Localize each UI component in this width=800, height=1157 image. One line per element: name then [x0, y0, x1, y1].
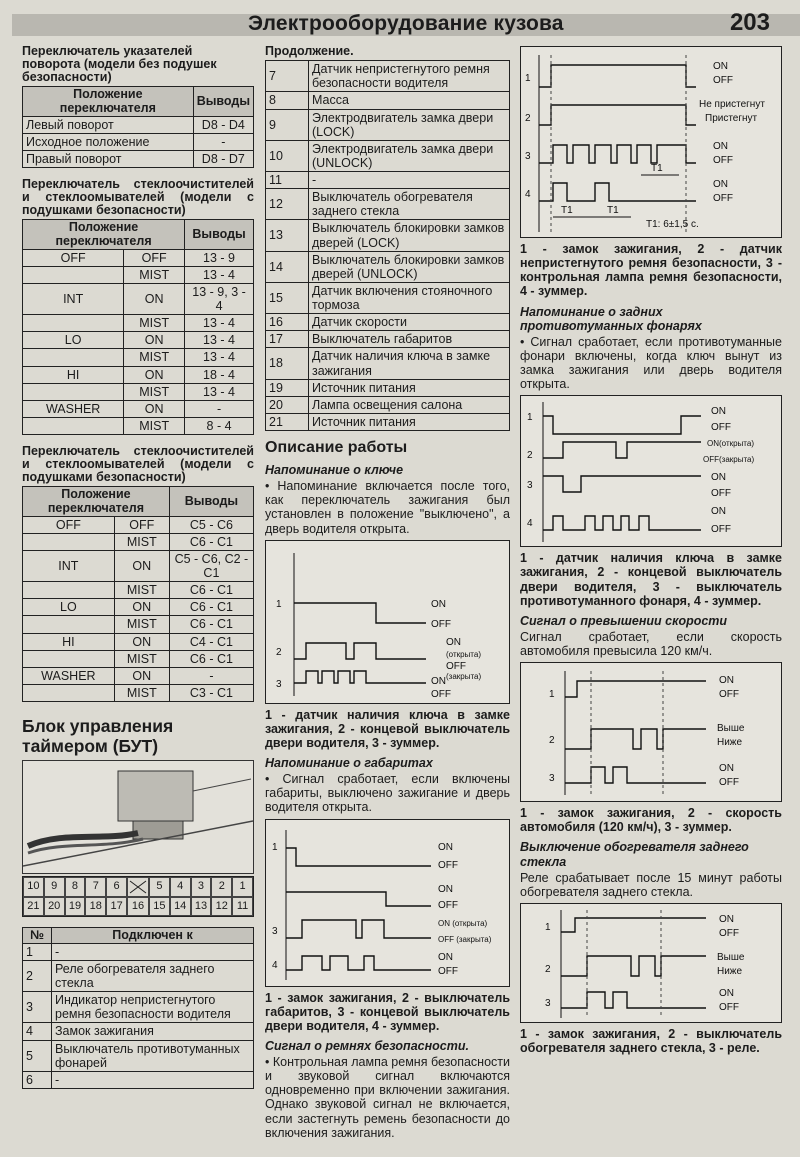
connector-pin: 2 [211, 877, 232, 897]
speed-warning-title: Сигнал о превышении скорости [520, 613, 728, 628]
svg-text:OFF: OFF [438, 859, 458, 871]
seatbelt-text: • Контрольная лампа ремня безопасности и звуковой сигнал включаются одновременно при включении зажигания. Однако звуковой сигнал не включается, если застегнуть ремень безопасности до включения зажигания. [265, 1055, 510, 1140]
svg-text:OFF: OFF [713, 193, 733, 204]
table-row: 7 Датчик непристегнутого ремня безопасности водителя [266, 61, 510, 92]
fog-reminder-diagram [520, 395, 782, 547]
table-row: HI ON C4 - C1 [23, 633, 254, 650]
table-row: 12 Выключатель обогревателя заднего стекла [266, 189, 510, 220]
svg-text:OFF: OFF [711, 524, 731, 536]
table-header: Выводы [193, 87, 253, 116]
svg-text:(закрыта): (закрыта) [446, 671, 482, 681]
connector-pin: 18 [85, 897, 106, 915]
connector-pin: 11 [232, 897, 253, 915]
table-row: MIST C6 - C1 [23, 582, 254, 599]
connector-pin: 13 [191, 897, 212, 915]
table-header: Положение переключателя [23, 487, 170, 516]
turn-switch-table [22, 86, 254, 168]
key-reminder-title: Напоминание о ключе [265, 463, 404, 478]
parking-light-diagram [265, 819, 510, 987]
svg-text:Выше: Выше [717, 723, 745, 735]
table-row: MIST C3 - C1 [23, 684, 254, 701]
table-row: 18 Датчик наличия ключа в замке зажигания [266, 348, 510, 379]
svg-text:T1: T1 [651, 163, 663, 174]
header-title: Электрооборудование кузова [248, 12, 564, 35]
svg-text:1: 1 [272, 841, 278, 853]
wiper-table-1-caption: Переключатель стеклоочистителей и стеклоомывателей (модели с подушками безопасности) [22, 177, 254, 218]
table-row: HI ON 18 - 4 [23, 366, 254, 383]
rear-defogger-diagram [520, 903, 782, 1023]
svg-text:ON: ON [431, 598, 446, 610]
table-row: INT ON 13 - 9, 3 - 4 [23, 283, 254, 314]
svg-text:T1: T1 [607, 205, 619, 216]
table-row: 14 Выключатель блокировки замков дверей (UNLOCK) [266, 251, 510, 282]
continuation-caption: Продолжение. [265, 44, 354, 58]
continuation-table [265, 60, 510, 431]
rear-defogger-title: Выключение обогревателя заднего стекла [520, 840, 749, 869]
table-row: MIST 13 - 4 [23, 349, 254, 366]
parking-light-text: • Сигнал сработает, если включены габариты, выключено зажигание и дверь водителя открыта. [265, 772, 510, 815]
svg-text:T1: 6±1,5 с.: T1: 6±1,5 с. [646, 219, 699, 230]
but-pin-table [22, 927, 254, 1089]
svg-text:OFF: OFF [719, 1001, 739, 1013]
wiper-table-1 [22, 219, 254, 435]
svg-text:3: 3 [525, 151, 531, 162]
table-header: Подключен к [52, 927, 254, 943]
fog-reminder-caption: 1 - датчик наличия ключа в замке зажигания, 2 - концевой выключатель двери водителя, 3 - выключатель противотуманного фонаря, 4 - зуммер. [520, 551, 782, 608]
svg-text:3: 3 [527, 480, 533, 492]
svg-text:ON (открыта): ON (открыта) [438, 918, 488, 928]
but-heading: Блок управления таймером (БУТ) [22, 716, 174, 757]
table-row: 6 - [23, 1071, 254, 1088]
svg-text:Выше: Выше [717, 951, 745, 963]
svg-text:OFF: OFF [713, 155, 733, 166]
connector-pin: 7 [85, 877, 106, 897]
cross-icon [128, 880, 148, 894]
svg-text:3: 3 [549, 773, 555, 785]
table-row: 11 - [266, 172, 510, 189]
svg-text:(открыта): (открыта) [446, 649, 481, 659]
svg-text:ON: ON [719, 913, 734, 925]
svg-text:ON: ON [713, 179, 728, 190]
connector-pin: 4 [170, 877, 191, 897]
svg-text:ON(открыта): ON(открыта) [707, 439, 754, 449]
speed-warning-text: Сигнал сработает, если скорость автомобиля превысила 120 км/ч. [520, 629, 782, 658]
svg-text:ON: ON [719, 675, 734, 687]
connector-pin: 8 [65, 877, 86, 897]
table-header: Выводы [169, 487, 253, 516]
table-row: WASHER ON - [23, 400, 254, 417]
svg-text:ON: ON [438, 841, 453, 853]
svg-text:ON: ON [719, 987, 734, 999]
table-row: 16 Датчик скорости [266, 314, 510, 331]
column-right [520, 42, 782, 1061]
table-header: № [23, 927, 52, 943]
table-row: 13 Выключатель блокировки замков дверей (LOCK) [266, 220, 510, 251]
connector-pin: 9 [44, 877, 65, 897]
key-reminder-caption: 1 - датчик наличия ключа в замке зажигания, 2 - концевой выключатель двери водителя, 3 - зуммер. [265, 707, 510, 750]
svg-text:3: 3 [276, 678, 282, 690]
table-row: 8 Масса [266, 92, 510, 109]
operation-heading: Описание работы [265, 439, 408, 456]
connector-pin: 17 [106, 897, 127, 915]
table-row: 19 Источник питания [266, 379, 510, 396]
table-row: MIST 13 - 4 [23, 315, 254, 332]
table-row: 4 Замок зажигания [23, 1023, 254, 1040]
connector-pin: 19 [65, 897, 86, 915]
svg-text:ON: ON [719, 763, 734, 775]
svg-text:Не пристегнут: Не пристегнут [699, 99, 765, 110]
svg-text:3: 3 [272, 925, 278, 937]
wiper-table-2-caption: Переключатель стеклоочистителей и стеклоомывателей (модели с подушками безопасности) [22, 444, 254, 485]
svg-text:T1: T1 [561, 205, 573, 216]
svg-text:Ниже: Ниже [717, 737, 743, 749]
svg-text:1: 1 [525, 73, 531, 84]
table-row: 9 Электродвигатель замка двери (LOCK) [266, 109, 510, 140]
svg-text:OFF (закрыта): OFF (закрыта) [438, 934, 492, 944]
turn-switch-caption: Переключатель указателей поворота (модели без подушек безопасности) [22, 44, 217, 85]
svg-text:4: 4 [272, 959, 278, 971]
table-row: 5 Выключатель противотуманных фонарей [23, 1040, 254, 1071]
seatbelt-title: Сигнал о ремнях безопасности. [265, 1038, 469, 1053]
svg-text:ON: ON [713, 61, 728, 72]
table-header: Выводы [185, 220, 254, 249]
connector-pin: 6 [106, 877, 127, 897]
table-row: 3 Индикатор непристегнутого ремня безопасности водителя [23, 992, 254, 1023]
page-header [0, 0, 800, 40]
seatbelt-caption: 1 - замок зажигания, 2 - датчик непристегнутого ремня безопасности, 3 - контрольная лампа ремня безопасности, 4 - зуммер. [520, 242, 782, 299]
svg-text:Пристегнут: Пристегнут [705, 113, 758, 124]
connector-pin: 12 [211, 897, 232, 915]
connector-pin: 16 [127, 897, 149, 915]
table-row: MIST 13 - 4 [23, 266, 254, 283]
svg-text:OFF: OFF [719, 777, 739, 789]
column-middle [265, 42, 510, 1144]
table-row: 21 Источник питания [266, 413, 510, 430]
connector-pin: 14 [170, 897, 191, 915]
page-number: 203 [729, 9, 770, 36]
svg-text:OFF: OFF [438, 899, 458, 911]
table-row: 1 - [23, 943, 254, 960]
seatbelt-diagram [520, 46, 782, 238]
table-row: WASHER ON - [23, 667, 254, 684]
svg-text:ON: ON [438, 951, 453, 963]
svg-text:OFF: OFF [719, 927, 739, 939]
svg-text:OFF: OFF [446, 660, 466, 672]
svg-text:4: 4 [527, 518, 533, 530]
table-row: MIST 8 - 4 [23, 417, 254, 434]
connector-pin: 20 [44, 897, 65, 915]
svg-text:1: 1 [545, 921, 551, 933]
connector-pin: 10 [23, 877, 44, 897]
svg-text:2: 2 [549, 735, 555, 747]
table-row: 15 Датчик включения стояночного тормоза [266, 282, 510, 313]
connector-pin: 3 [191, 877, 212, 897]
table-row: MIST 13 - 4 [23, 383, 254, 400]
table-row: OFF OFF C5 - C6 [23, 516, 254, 533]
parking-light-caption: 1 - замок зажигания, 2 - выключатель габаритов, 3 - концевой выключатель двери водителя, 4 - зуммер. [265, 990, 510, 1033]
table-header: Положение переключателя [23, 220, 185, 249]
table-row: 17 Выключатель габаритов [266, 331, 510, 348]
table-row: Левый поворот D8 - D4 [23, 116, 254, 133]
wiper-table-2 [22, 486, 254, 702]
table-header: Положение переключателя [23, 87, 194, 116]
table-row: LO ON 13 - 4 [23, 332, 254, 349]
svg-text:1: 1 [276, 598, 282, 610]
parking-light-title: Напоминание о габаритах [265, 756, 433, 771]
table-row: MIST C6 - C1 [23, 650, 254, 667]
svg-text:1: 1 [549, 689, 555, 701]
svg-text:3: 3 [545, 997, 551, 1009]
table-row: MIST C6 - C1 [23, 616, 254, 633]
svg-text:OFF: OFF [431, 688, 451, 700]
connector-pin: 21 [23, 897, 44, 915]
connector-pin: 1 [232, 877, 253, 897]
svg-text:ON: ON [713, 141, 728, 152]
svg-text:1: 1 [527, 412, 533, 424]
svg-text:ON: ON [711, 506, 726, 518]
key-reminder-diagram [265, 540, 510, 704]
table-row: INT ON C5 - C6, C2 - C1 [23, 550, 254, 581]
svg-text:2: 2 [276, 646, 282, 658]
svg-text:OFF(закрыта): OFF(закрыта) [703, 455, 755, 465]
fog-reminder-title: Напоминание о задних противотуманных фонарях [520, 304, 702, 333]
svg-text:OFF: OFF [719, 689, 739, 701]
connector-pinout [22, 876, 254, 916]
connector-pin: 5 [149, 877, 170, 897]
speed-warning-caption: 1 - замок зажигания, 2 - скорость автомобиля (120 км/ч), 3 - зуммер. [520, 806, 782, 835]
table-row: 2 Реле обогревателя заднего стекла [23, 960, 254, 991]
table-row: OFF OFF 13 - 9 [23, 249, 254, 266]
timer-unit-photo [22, 760, 254, 874]
table-row: Правый поворот D8 - D7 [23, 150, 254, 167]
column-left [22, 42, 254, 1089]
svg-text:ON: ON [711, 406, 726, 418]
svg-text:OFF: OFF [431, 618, 451, 630]
svg-text:ON: ON [431, 675, 446, 687]
svg-text:4: 4 [525, 189, 531, 200]
svg-text:OFF: OFF [711, 488, 731, 500]
table-row: 10 Электродвигатель замка двери (UNLOCK) [266, 140, 510, 171]
svg-text:2: 2 [527, 450, 533, 462]
rear-defogger-caption: 1 - замок зажигания, 2 - выключатель обогревателя заднего стекла, 3 - реле. [520, 1026, 782, 1055]
table-row: Исходное положение - [23, 133, 254, 150]
table-row: LO ON C6 - C1 [23, 599, 254, 616]
connector-pin: 15 [149, 897, 170, 915]
svg-text:OFF: OFF [438, 965, 458, 977]
table-row: MIST C6 - C1 [23, 533, 254, 550]
speed-warning-diagram [520, 662, 782, 802]
svg-text:Ниже: Ниже [717, 965, 743, 977]
svg-text:2: 2 [545, 963, 551, 975]
svg-text:ON: ON [711, 472, 726, 484]
svg-text:ON: ON [438, 883, 453, 895]
svg-text:ON: ON [446, 636, 461, 648]
svg-text:2: 2 [525, 113, 531, 124]
table-row: 20 Лампа освещения салона [266, 396, 510, 413]
rear-defogger-text: Реле срабатывает после 15 минут работы обогревателя заднего стекла. [520, 870, 782, 899]
timer-unit-drawing [23, 761, 253, 871]
svg-text:OFF: OFF [711, 422, 731, 434]
connector-pin-empty [127, 877, 149, 897]
key-reminder-text: • Напоминание включается после того, как переключатель зажигания был установлен в положение "выключено", а дверь водителя открыта. [265, 479, 510, 536]
svg-text:OFF: OFF [713, 75, 733, 86]
fog-reminder-text: • Сигнал сработает, если противотуманные фонари включены, когда ключ вынут из замка зажигания или дверь водителя открыта. [520, 334, 782, 392]
